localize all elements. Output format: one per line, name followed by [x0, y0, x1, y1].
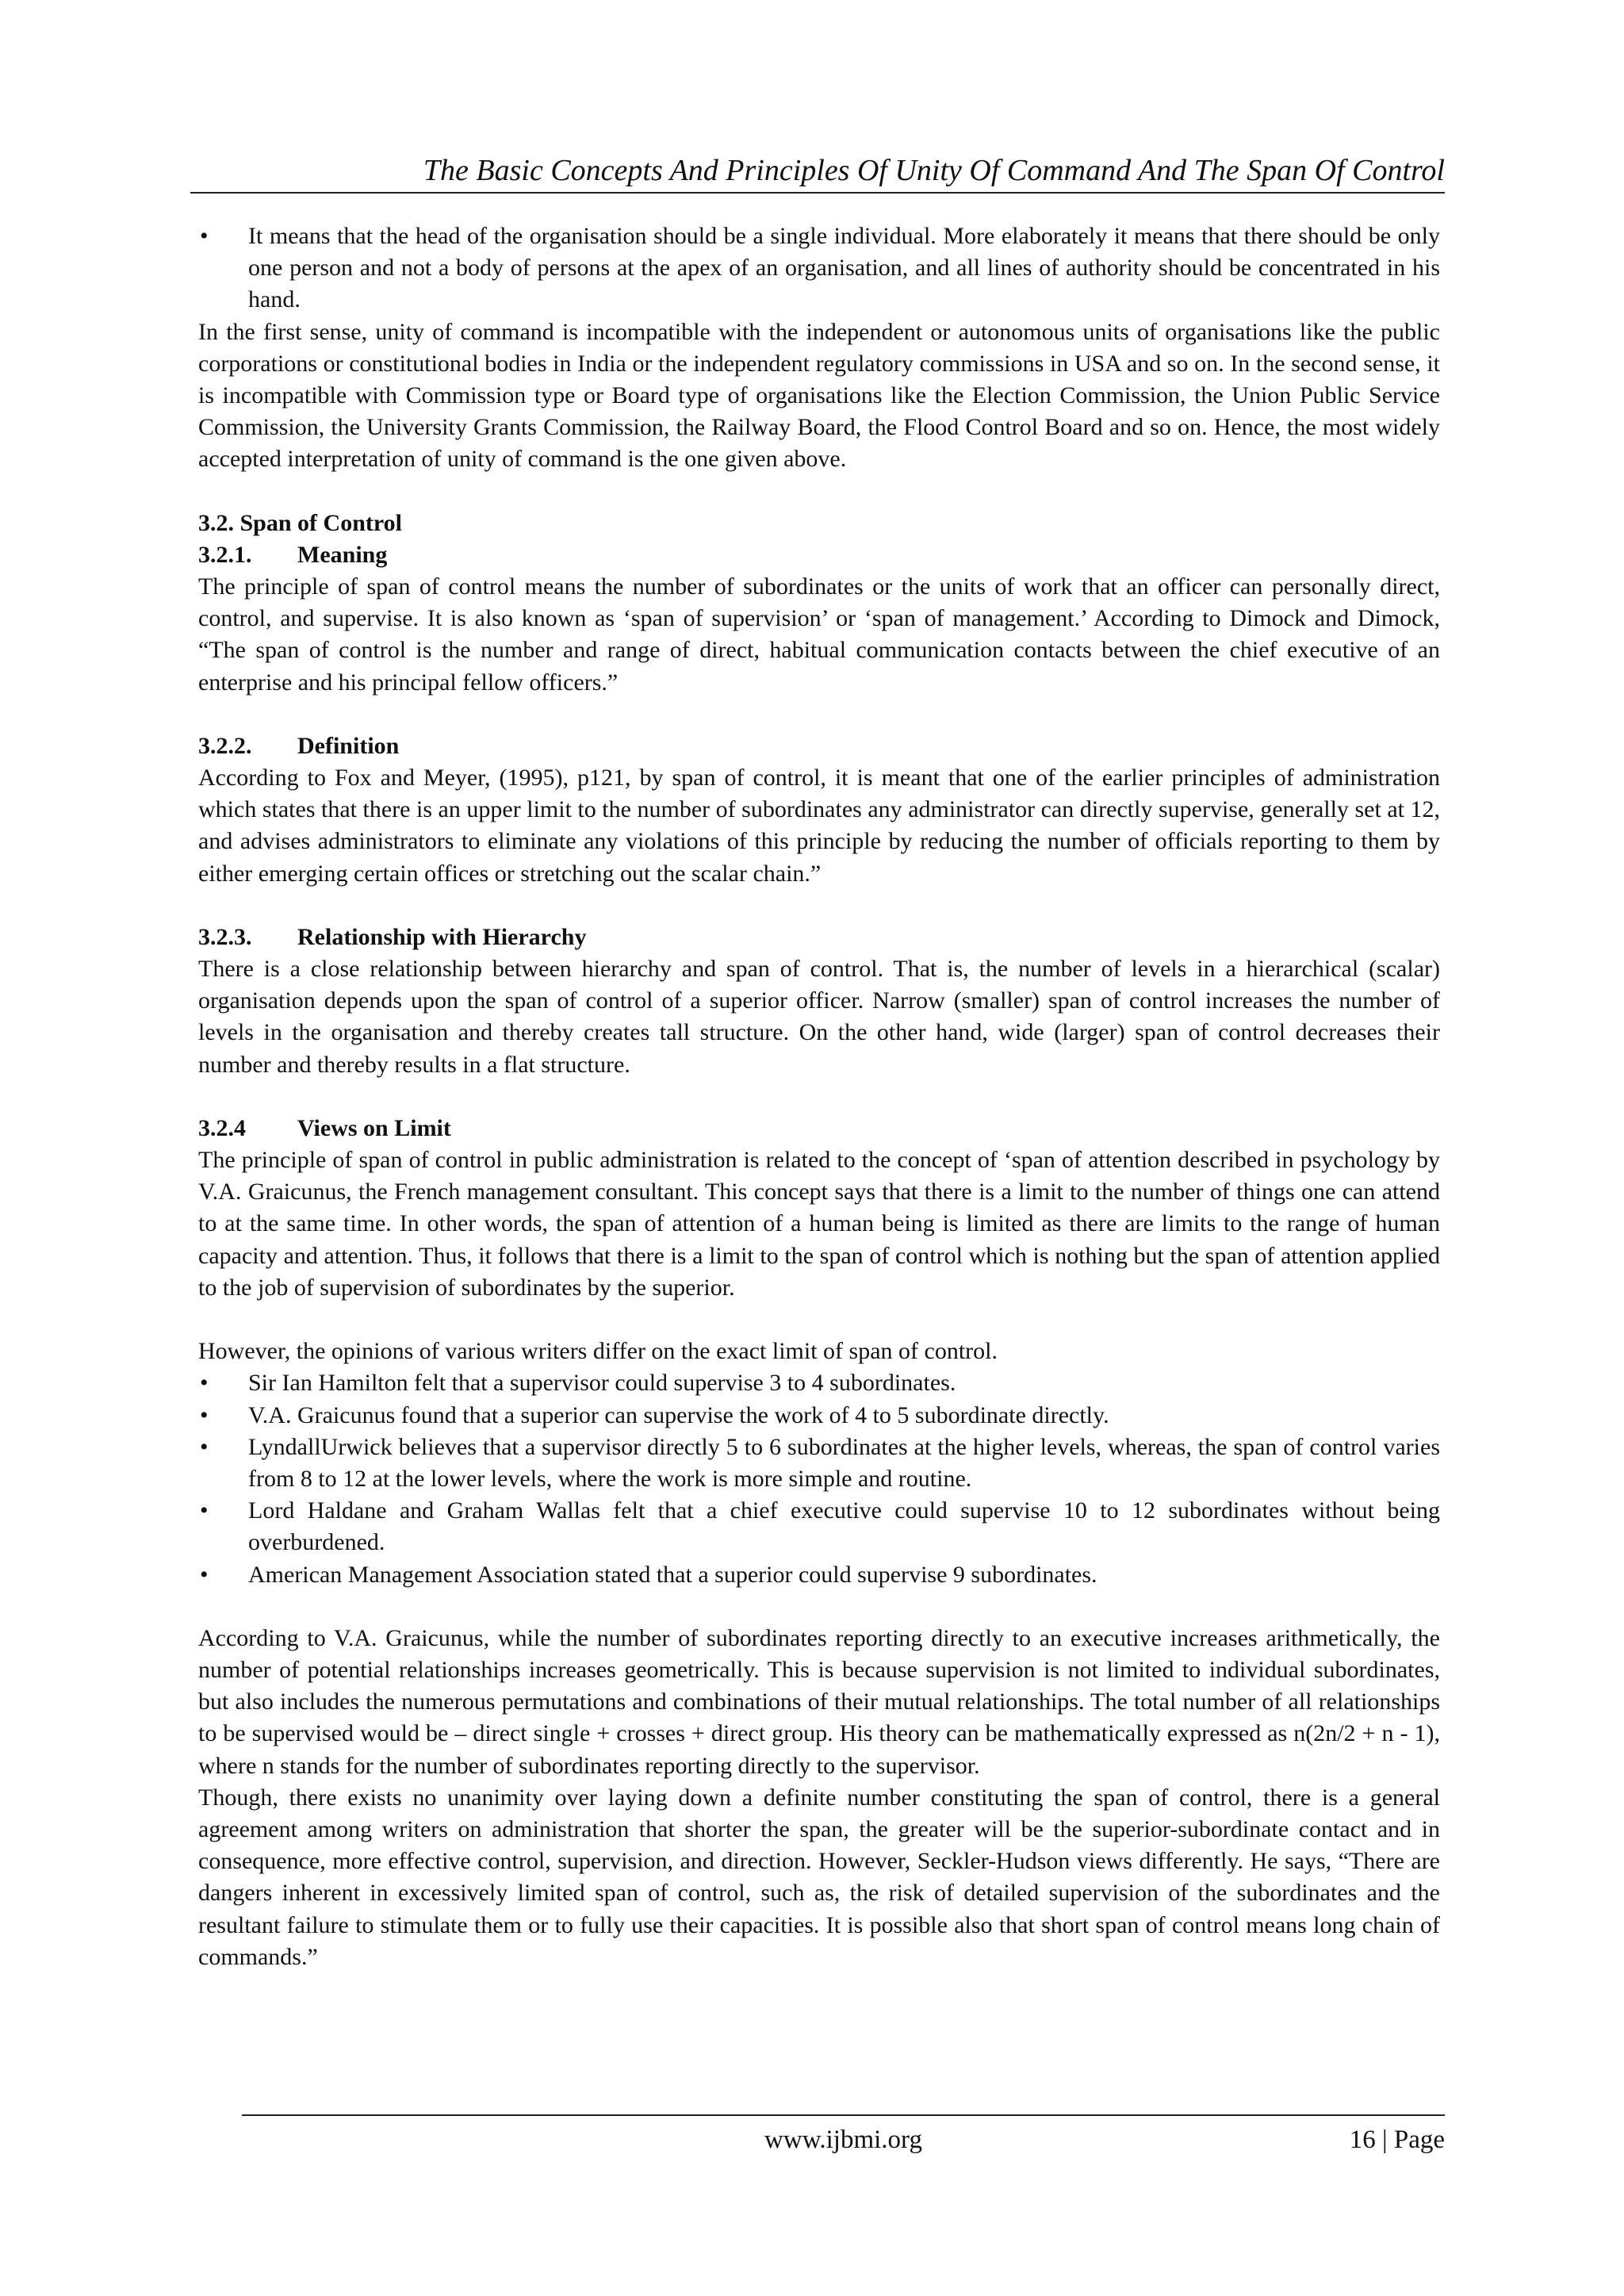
- bullet-icon: •: [200, 1370, 209, 1397]
- list-item: • V.A. Graicunus found that a superior can supervise the work of 4 to 5 subordinate directly.: [198, 1400, 1440, 1432]
- intro-paragraph: In the first sense, unity of command is incompatible with the independent or autonomous units of organisations like the public corporations or constitutional bodies in India or the independent regulatory commissions in USA and so on. In the second sense, it is incompatible with Commission type or Board type of organisations like the Election Commission, the Union Public Service Commission, the University Grants Commission, the Railway Board, the Flood Control Board and so on. Hence, the most widely accepted interpretation of unity of command is the one given above.: [198, 318, 1440, 473]
- bullet-icon: •: [200, 1401, 209, 1428]
- page-body: [198, 220, 1440, 1973]
- page-number: 16 | Page: [1349, 2125, 1445, 2154]
- bullet-icon: •: [200, 223, 209, 249]
- definition-paragraph: According to Fox and Meyer, (1995), p121, by span of control, it is meant that one of the earlier principles of administration which states that there is an upper limit to the number of subordinates any administrator can directly supervise, generally set at 12, and advises administrators to eliminate any violations of this principle by reducing the number of officials reporting to them by either emerging certain offices or stretching out the scalar chain.”: [198, 765, 1440, 887]
- running-header: The Basic Concepts And Principles Of Unity Of Command And The Span Of Control: [423, 154, 1445, 187]
- list-item: • LyndallUrwick believes that a supervisor directly 5 to 6 subordinates at the higher levels, whereas, the span of control varies from 8 to 12 at the lower levels, where the work is more simple and routine.: [198, 1432, 1440, 1495]
- bullet-icon: •: [200, 1433, 209, 1460]
- hierarchy-paragraph: There is a close relationship between hierarchy and span of control. That is, the number of levels in a hierarchical (scalar) organisation depends upon the span of control of a superior officer. Narrow (smaller) span of control increases the number of levels in the organisation and thereby creates tall structure. On the other hand, wide (larger) span of control decreases their number and thereby results in a flat structure.: [198, 956, 1440, 1078]
- subsection-heading-meaning: 3.2.1. Meaning: [198, 541, 388, 568]
- meaning-paragraph: The principle of span of control means the number of subordinates or the units of work that an officer can personally direct, control, and supervise. It is also known as ‘span of supervision’ or ‘span of management.’ According to Dimock and Dimock, “The span of control is the number and range of direct, habitual communication contacts between the chief executive of an enterprise and his principal fellow officers.”: [198, 573, 1440, 696]
- header-rule: [190, 192, 1445, 194]
- list-item: • Sir Ian Hamilton felt that a supervisor could supervise 3 to 4 subordinates.: [198, 1367, 1440, 1399]
- list-item: • Lord Haldane and Graham Wallas felt that a chief executive could supervise 10 to 12 subordinates without being overburdened.: [198, 1495, 1440, 1558]
- closing-paragraph: Though, there exists no unanimity over laying down a definite number constituting the span of control, there is a general agreement among writers on administration that shorter the span, the greater will be the superior-subordinate contact and in consequence, more effective control, supervision, and direction. However, Seckler-Hudson views differently. He says, “There are dangers inherent in excessively limited span of control, such as, the risk of detailed supervision of the subordinates and the resultant failure to stimulate them or to fully use their capacities. It is possible also that short span of control means long chain of commands.”: [198, 1784, 1440, 1970]
- footer-rule: [242, 2114, 1445, 2116]
- intro-bullet-list: [198, 220, 1440, 316]
- bullet-icon: •: [200, 1561, 209, 1588]
- views-paragraph: The principle of span of control in public administration is related to the concept of ‘span of attention described in psychology by V.A. Graicunus, the French management consultant. This concept says that there is a limit to the number of things one can attend to at the same time. In other words, the span of attention of a human being is limited as there are limits to the range of human capacity and attention. Thus, it follows that there is a limit to the span of control which is nothing but the span of attention applied to the job of supervision of subordinates by the superior.: [198, 1147, 1440, 1301]
- section-heading: 3.2. Span of Control: [198, 509, 402, 536]
- subsection-heading-views: 3.2.4 Views on Limit: [198, 1114, 451, 1141]
- list-item: • It means that the head of the organisation should be a single individual. More elaborately it means that there should be only one person and not a body of persons at the apex of an organisation, and all lines of authority should be concentrated in his hand.: [198, 220, 1440, 316]
- graicunus-paragraph: According to V.A. Graicunus, while the number of subordinates reporting directly to an executive increases arithmetically, the number of potential relationships increases geometrically. This is because supervision is not limited to individual subordinates, but also includes the numerous permutations and combinations of their mutual relationships. The total number of all relationships to be supervised would be – direct single + crosses + direct group. His theory can be mathematically expressed as n(2n/2 + n - 1), where n stands for the number of subordinates reporting directly to the supervisor.: [198, 1624, 1440, 1779]
- bullet-icon: •: [200, 1497, 209, 1524]
- opinions-lead: However, the opinions of various writers differ on the exact limit of span of control.: [198, 1338, 998, 1365]
- footer-site-link[interactable]: www.ijbmi.org: [764, 2125, 922, 2154]
- subsection-heading-hierarchy: 3.2.3. Relationship with Hierarchy: [198, 923, 587, 950]
- opinions-list: [198, 1367, 1440, 1590]
- subsection-heading-definition: 3.2.2. Definition: [198, 732, 400, 759]
- list-item: • American Management Association stated that a superior could supervise 9 subordinates.: [198, 1559, 1440, 1591]
